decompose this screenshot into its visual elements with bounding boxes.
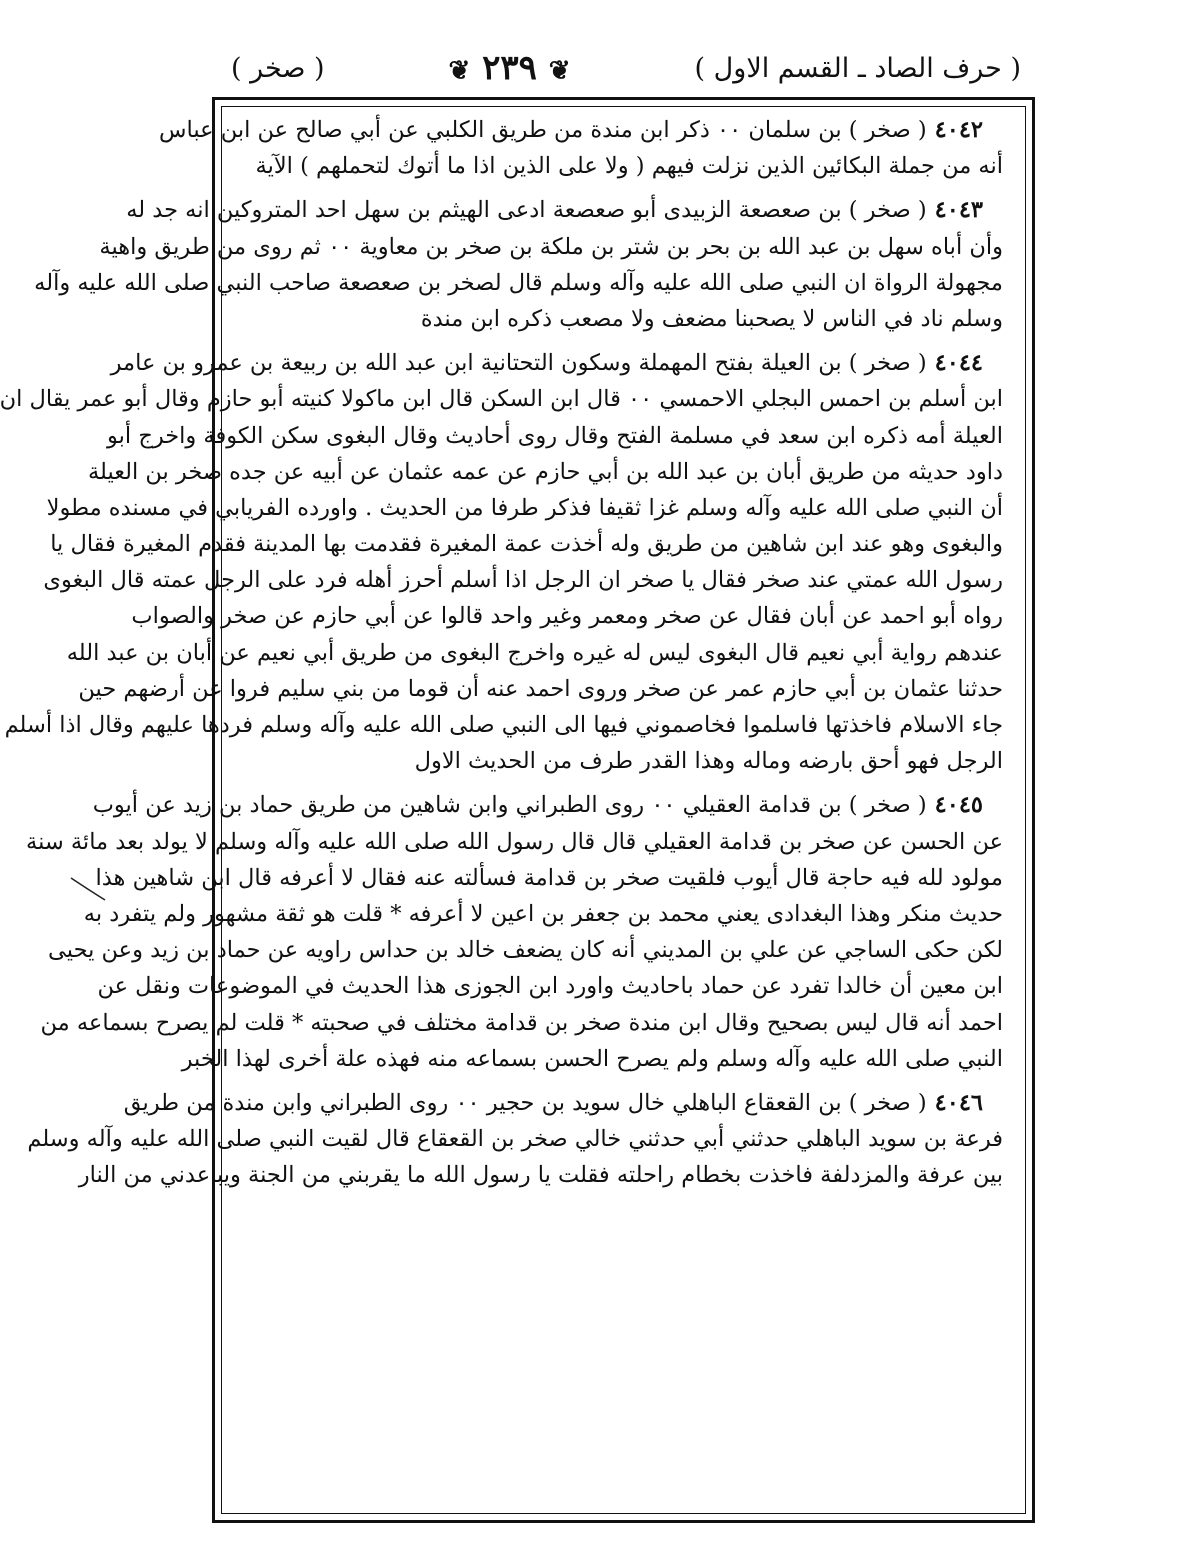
- line-text: مولود لله فيه حاجة قال أيوب فلقيت صخر بن قدامة فسألته عنه فقال لا أعرفه قال ابن شاهين هذا: [95, 864, 1003, 891]
- page-body: [0, 112, 1003, 1512]
- line-text: وأن أباه سهل بن عبد الله بن بحر بن شتر بن ملكة بن صخر بن معاوية ٠٠ ثم روى من طريق واهية: [99, 233, 1003, 260]
- entry-number: ٤٠٤٤: [934, 350, 983, 377]
- line-text: داود حديثه من طريق أبان بن عبد الله بن أبي حازم عن عمه عثمان عن أبيه عن جده صخر بن العيلة: [87, 458, 1003, 485]
- page-number: ٢٣٩: [482, 48, 537, 88]
- entry-1: [159, 112, 1003, 184]
- line-text: احمد أنه قال ليس بصحيح وقال ابن مندة صخر بن قدامة مختلف في صحبته * قلت لم يصرح بسماعه من: [40, 1009, 1003, 1036]
- entry-number: ٤٠٤٥: [934, 792, 983, 819]
- ornament-right-icon: ❦: [548, 56, 571, 86]
- page-number-block: [448, 48, 570, 88]
- text-line: [46, 490, 1003, 526]
- line-text: ( صخر ) بن القعقاع الباهلي خال سويد بن حجير ٠٠ روى الطبراني وابن مندة من طريق: [123, 1089, 927, 1116]
- line-text: أنه من جملة البكائين الذين نزلت فيهم ( ولا على الذين اذا ما أتوك لتحملهم ) الآية: [255, 153, 1003, 180]
- line-text: عندهم رواية أبي نعيم قال البغوى ليس له غيره واخرج البغوى من طريق أبي نعيم عن أبان بن عبد الله: [66, 639, 1003, 666]
- text-line: [66, 635, 1003, 671]
- entry-4: [26, 787, 1003, 1077]
- line-text: رواه أبو احمد عن أبان فقال عن صخر ومعمر وغير واحد قالوا عن أبي حازم عن صخر والصواب: [131, 603, 1003, 630]
- line-text: ( صخر ) بن قدامة العقيلي ٠٠ روى الطبراني وابن شاهين من طريق حماد بن زيد عن أيوب: [92, 792, 927, 819]
- text-line: [92, 787, 1003, 823]
- text-line: [126, 192, 1003, 228]
- text-line: [0, 381, 1003, 417]
- text-line: [159, 112, 1003, 148]
- text-line: [110, 345, 1003, 381]
- line-text: عن الحسن عن صخر بن قدامة العقيلي قال قال رسول الله صلى الله عليه وآله وسلم لا يولد بعد مائة سنة: [26, 828, 1003, 855]
- text-line: [243, 301, 1003, 337]
- chapter-heading: ( حرف الصاد ـ القسم الاول ): [694, 52, 1021, 84]
- entry-3: [0, 345, 1003, 779]
- text-line: [243, 743, 1003, 779]
- line-text: ( صخر ) بن صعصعة الزبيدى أبو صعصعة ادعى الهيثم بن سهل احد المتروكين انه جد له: [126, 197, 927, 224]
- line-text: أن النبي صلى الله عليه وآله وسلم غزا ثقيفا فذكر طرفا من الحديث . واورده الفريابي في مسنده مطولا: [46, 494, 1003, 521]
- line-text: والبغوى وهو عند ابن شاهين من طريق وله أخذت عمة المغيرة فقدمت بها المدينة فقدم المغيرة فقال يا: [50, 531, 1003, 558]
- text-line: [27, 1121, 1003, 1157]
- entry-number: ٤٠٤٣: [934, 197, 983, 224]
- text-line: [87, 454, 1003, 490]
- text-line: [4, 707, 1003, 743]
- ornament-left-icon: ❦: [448, 56, 471, 86]
- text-line: [34, 265, 1003, 301]
- text-line: [78, 1157, 1003, 1193]
- text-line: [48, 932, 1003, 968]
- line-text: فرعة بن سويد الباهلي حدثني أبي حدثني خالي صخر بن القعقاع قال لقيت النبي صلى الله عليه وآله وسلم: [27, 1126, 1003, 1153]
- text-line: [97, 968, 1003, 1004]
- line-text: الرجل فهو أحق بارضه وماله وهذا القدر طرف من الحديث الاول: [414, 748, 1003, 775]
- text-line: [26, 824, 1003, 860]
- line-text: العيلة أمه ذكره ابن سعد في مسلمة الفتح وقال روى أحاديث وقال البغوى سكن الكوفة واخرج أبو: [107, 422, 1003, 449]
- line-text: رسول الله عمتي عند صخر فقال يا صخر ان الرجل اذا أسلم أحرز أهله فرد على الرجل عمته قال البغوى: [43, 567, 1003, 594]
- line-text: النبي صلى الله عليه وآله وسلم ولم يصرح الحسن بسماعه منه فهذه علة أخرى لهذا الخبر: [181, 1045, 1003, 1072]
- line-text: حدثنا عثمان بن أبي حازم عمر عن صخر وروى احمد عنه أن قوما من بني سليم فروا عن أرضهم حين: [78, 675, 1003, 702]
- text-line: [95, 860, 1003, 896]
- text-line: [78, 671, 1003, 707]
- text-line: [243, 148, 1003, 184]
- line-text: ابن أسلم بن احمس البجلي الاحمسي ٠٠ قال ابن السكن قال ابن ماكولا كنيته أبو حازم وقال أبو عمر يقال ان: [0, 386, 1003, 413]
- text-line: [43, 562, 1003, 598]
- line-text: حديث منكر وهذا البغدادى يعني محمد بن جعفر بن اعين لا أعرفه * قلت هو ثقة مشهور ولم يتفرد به: [83, 900, 1003, 927]
- entry-number: ٤٠٤٦: [934, 1089, 983, 1116]
- line-text: مجهولة الرواة ان النبي صلى الله عليه وآله وسلم قال لصخر بن صعصعة صاحب النبي صلى الله عليه وآله: [34, 269, 1003, 296]
- text-line: [107, 418, 1003, 454]
- text-line: [40, 1005, 1003, 1041]
- line-text: لكن حكى الساجي عن علي بن المديني أنه كان يضعف خالد بن حداس راويه عن حماد بن زيد وعن يحيى: [48, 937, 1003, 964]
- text-line: [99, 229, 1003, 265]
- page-header: [231, 46, 1021, 90]
- line-text: ابن معين أن خالدا تفرد عن حماد باحاديث واورد ابن الجوزى هذا الحديث في الموضوعات ونقل عن: [97, 973, 1003, 1000]
- entry-number: ٤٠٤٢: [934, 117, 983, 143]
- text-line: [131, 598, 1003, 634]
- entry-2: [34, 192, 1003, 337]
- line-text: ( صخر ) بن العيلة بفتح المهملة وسكون التحتانية ابن عبد الله بن ربيعة بن عمرو بن عامر: [110, 350, 927, 377]
- running-head-name: ( صخر ): [231, 52, 325, 84]
- text-line: [123, 1085, 1003, 1121]
- entry-5: [27, 1085, 1003, 1194]
- text-line: [50, 526, 1003, 562]
- line-text: وسلم ناد في الناس لا يصحبنا مضعف ولا مصعب ذكره ابن مندة: [420, 305, 1003, 332]
- line-text: بين عرفة والمزدلفة فاخذت بخطام راحلته فقلت يا رسول الله ما يقربني من الجنة ويباعدني من النار: [78, 1162, 1003, 1189]
- text-line: [83, 896, 1003, 932]
- text-line: [181, 1041, 1003, 1077]
- line-text: جاء الاسلام فاخذتها فاسلموا فخاصموني فيها الى النبي صلى الله عليه وآله وسلم فردها عليهم وقال اذا أسلم: [4, 712, 1003, 738]
- line-text: ( صخر ) بن سلمان ٠٠ ذكر ابن مندة من طريق الكلبي عن أبي صالح عن ابن عباس: [159, 117, 927, 143]
